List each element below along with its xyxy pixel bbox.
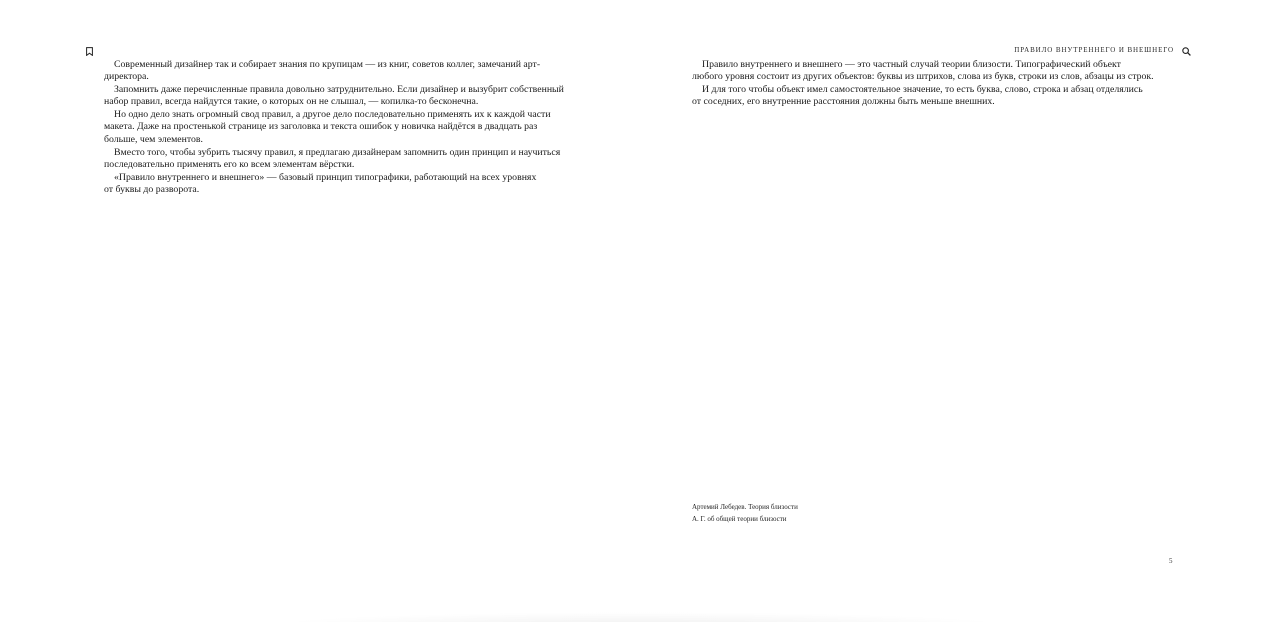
right-page-text bbox=[692, 59, 1182, 109]
text-line: директора. bbox=[104, 71, 149, 83]
paragraph bbox=[104, 147, 594, 172]
paragraph bbox=[104, 84, 594, 109]
paragraph bbox=[104, 172, 594, 197]
text-line: последовательно применять его ко всем элементам вёрстки. bbox=[104, 159, 355, 171]
search-icon[interactable] bbox=[1182, 47, 1191, 56]
credits-block bbox=[692, 502, 798, 525]
text-line: И для того чтобы объект имел самостоятельное значение, то есть буква, слово, строка и абзац отделялись bbox=[702, 83, 1143, 95]
text-line: Современный дизайнер так и собирает знания по крупицам — из книг, советов коллег, замечаний арт- bbox=[114, 58, 541, 70]
text-line: больше, чем элементов. bbox=[104, 134, 204, 146]
text-line: «Правило внутреннего и внешнего» — базовый принцип типографики, работающий на всех уровнях bbox=[114, 171, 537, 183]
credit-line-author[interactable]: Артемий Лебедев. Теория близости bbox=[692, 503, 798, 511]
running-header-title: ПРАВИЛО ВНУТРЕННЕГО И ВНЕШНЕГО bbox=[1014, 46, 1174, 54]
text-line: макета. Даже на простенькой странице из заголовка и текста ошибок у новичка найдётся в двадцать раз bbox=[104, 121, 538, 133]
text-line: от буквы до разворота. bbox=[104, 184, 200, 196]
text-line: Запомнить даже перечисленные правила довольно затруднительно. Если дизайнер и вызубрит собственный bbox=[114, 83, 564, 95]
left-page-text bbox=[104, 59, 594, 198]
text-line: от соседних, его внутренние расстояния должны быть меньше внешних. bbox=[692, 96, 995, 108]
page-number: 5 bbox=[1169, 557, 1173, 565]
text-line: Правило внутреннего и внешнего — это частный случай теории близости. Типографический объект bbox=[702, 58, 1121, 70]
credit-line-reference[interactable]: А. Г. об общей теории близости bbox=[692, 514, 787, 523]
text-line: набор правил, всегда найдутся такие, о которых он не слышал, — копилка-то бесконечна. bbox=[104, 96, 479, 108]
text-line: любого уровня состоит из других объектов: буквы из штрихов, слова из букв, строки из слов, абзацы из строк. bbox=[692, 71, 1154, 83]
text-line: Вместо того, чтобы зубрить тысячу правил, я предлагаю дизайнерам запомнить один принцип и научиться bbox=[114, 146, 561, 158]
paragraph bbox=[104, 109, 594, 147]
page-edge-shadow bbox=[260, 612, 1020, 622]
paragraph bbox=[104, 59, 594, 84]
text-line: Но одно дело знать огромный свод правил, а другое дело последовательно применять их к каждой части bbox=[114, 108, 551, 120]
paragraph bbox=[692, 59, 1182, 84]
bookmark-icon[interactable] bbox=[86, 47, 93, 56]
paragraph bbox=[692, 84, 1182, 109]
